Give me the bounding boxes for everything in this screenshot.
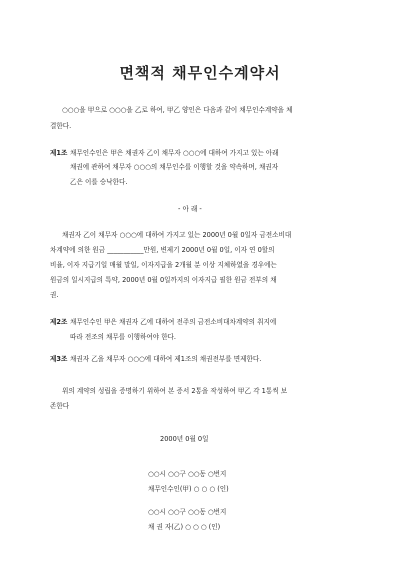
contract-date: 2000년 0월 0일	[160, 435, 209, 443]
closing-line-1: 위의 계약의 성립을 증명하기 위하여 본 증서 2통을 작성하여 甲乙 각 1통씩 보	[62, 387, 288, 395]
notice-heading: - 아 래 -	[178, 205, 202, 213]
notice-line-4: 원금의 일시지급의 특약, 2000년 0월 0일까지의 이자지급 필한 원금 전부의 채	[50, 276, 277, 284]
intro-line-1: ○○○을 甲으로 ○○○을 乙로 하여, 甲乙 양인은 다음과 같이 채무인수계약을 체	[62, 106, 293, 114]
document-title: 면책적 채무인수계약서	[119, 64, 281, 82]
article1-line-3: 乙은 이를 승낙한다.	[70, 178, 128, 186]
article1-label: 제1조	[50, 149, 68, 157]
article1-line-1: 채무인수인은 甲은 채권자 乙이 채무자 ○○○에 대하여 가지고 있는 아래	[70, 149, 279, 157]
party1-address: ○○시 ○○구 ○○동 ○번지	[148, 470, 227, 478]
article2-line-1: 채무인수인 甲은 채권자 乙에 대하여 전주의 금전소비대차계약의 취지에	[70, 318, 277, 326]
article1-line-2: 채권에 관하여 채무자 ○○○의 채무인수를 이행할 것을 약속하며, 채권자	[70, 163, 279, 171]
party2-signature: 채 권 자(乙) ○ ○ ○ (인)	[148, 523, 221, 531]
notice-line-3: 비율, 이자 지급기일 매월 말일, 이자지급을 2개월 분 이상 지체하였을 경우에는	[50, 261, 277, 269]
party2-address: ○○시 ○○구 ○○동 ○번지	[148, 508, 227, 516]
article2-label: 제2조	[50, 318, 68, 326]
article2-line-2: 따라 전조의 채무를 이행하여야 한다.	[70, 333, 177, 341]
article3-line-1: 채권자 乙을 채무자 ○○○에 대하여 제1조의 채권전부를 면제한다.	[70, 355, 262, 363]
article3-label: 제3조	[50, 355, 68, 363]
notice-line-5: 권.	[50, 291, 59, 299]
notice-line-2: 차계약에 의한 원금 ___________만원, 변제기 2000년 0월 0일, 이자 연 0할의	[50, 246, 275, 254]
closing-line-2: 존한다	[50, 402, 70, 410]
party1-signature: 채무인수인(甲) ○ ○ ○ (인)	[148, 485, 229, 493]
intro-line-2: 결한다.	[50, 122, 72, 130]
notice-line-1: 채권자 乙이 채무자 ○○○에 대하여 가지고 있는 2000년 0월 0일자 금전소비대	[62, 231, 292, 239]
